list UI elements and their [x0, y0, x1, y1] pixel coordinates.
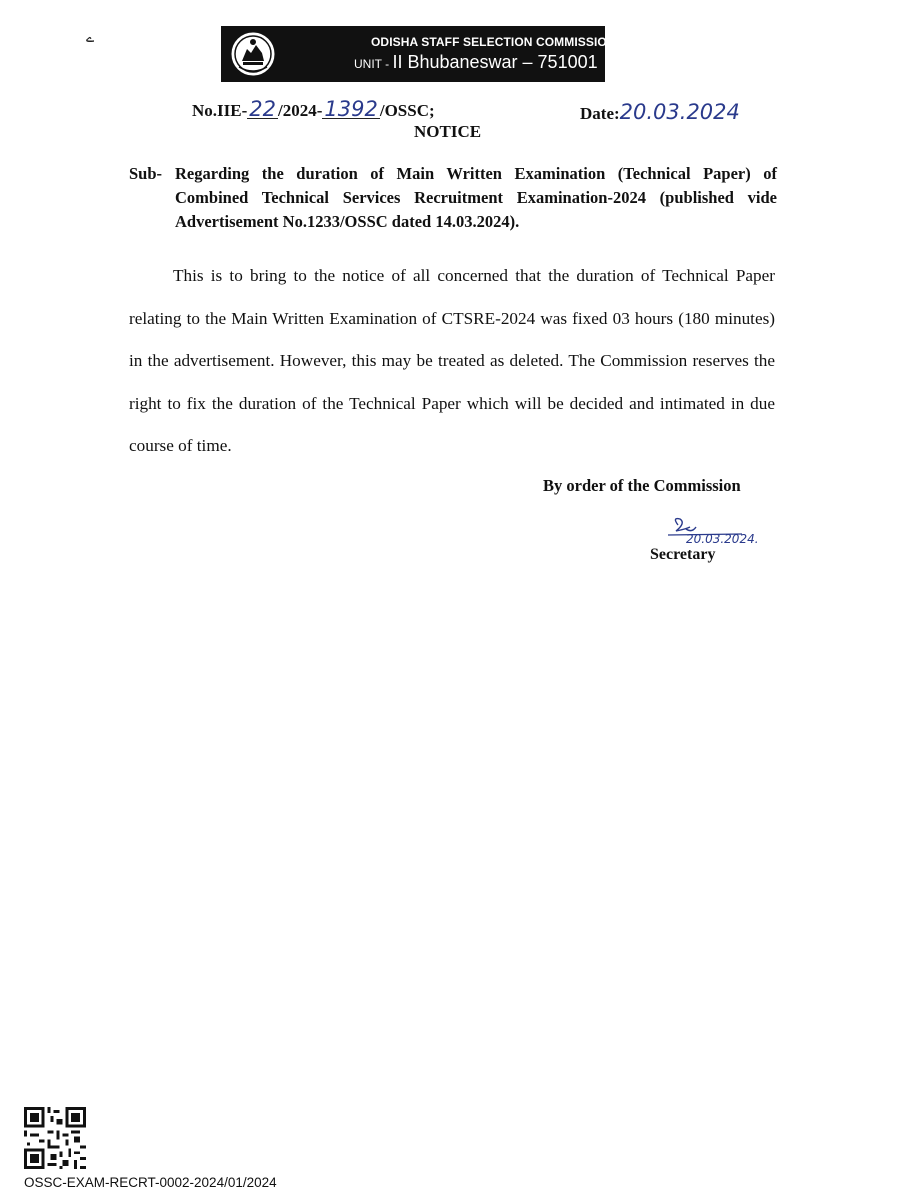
emblem-seal-icon [229, 31, 277, 77]
signature-date: 20.03.2024. [686, 532, 759, 546]
corner-mark: ے [86, 31, 95, 46]
reference-number [192, 97, 435, 121]
unit-address [354, 52, 598, 73]
ref-suffix: /OSSC; [379, 101, 435, 120]
ref-middle: /2024- [278, 101, 323, 120]
date-label: Date: [580, 104, 620, 123]
closing-line: By order of the Commission [543, 476, 741, 495]
qr-code-icon [24, 1107, 86, 1169]
subject-label: Sub- [129, 164, 163, 183]
unit-prefix: UNIT - [354, 57, 393, 71]
notice-body: This is to bring to the notice of all concerned that the duration of Technical Paper relating to the Main Written Examination of CTSRE-2024 was fixed 03 hours (180 minutes) in the advertisement. However, this may be treated as deleted. The Commission reserves the right to fix the duration of the Technical Paper which will be decided and intimated in due course of time. [129, 266, 775, 455]
subject-text: Regarding the duration of Main Written Examination (Technical Paper) of Combined Technical Services Recruitment Examination-2024 (published vide Advertisement No.1233/OSSC dated 14.03.2024). [175, 164, 777, 231]
org-name: ODISHA STAFF SELECTION COMMISSION [371, 35, 616, 49]
date-handwritten: 20.03.2024 [619, 100, 740, 124]
ref-prefix: No.IIE- [192, 101, 248, 120]
ref-handwritten-2: 1392 [324, 97, 378, 121]
header-banner [221, 26, 616, 82]
document-code: OSSC-EXAM-RECRT-0002-2024/01/2024 [24, 1175, 277, 1190]
ref-handwritten-1: 22 [249, 97, 276, 121]
date-line [580, 100, 740, 124]
unit-address-text: II Bhubaneswar – 751001 [392, 52, 598, 72]
signatory-designation: Secretary [650, 546, 716, 563]
notice-title: NOTICE [414, 122, 482, 141]
subject-block [129, 162, 777, 234]
